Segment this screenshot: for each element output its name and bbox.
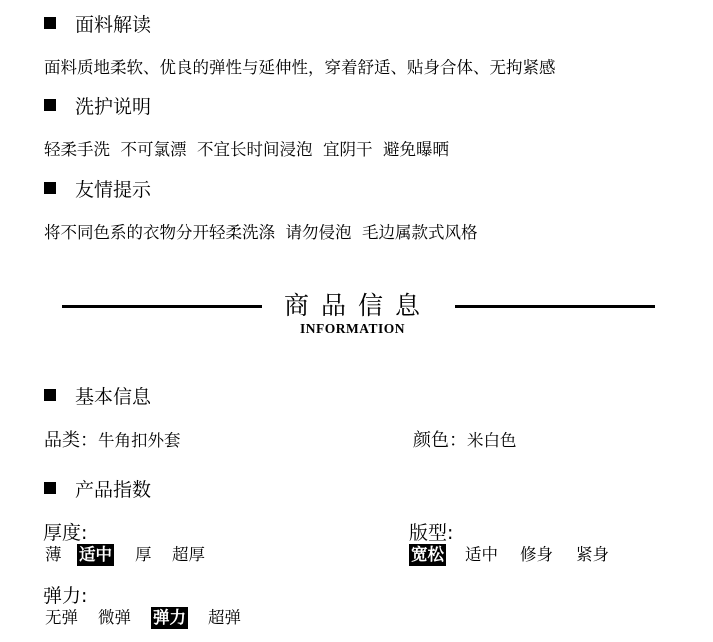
fabric-heading: 面料解读 [75,14,152,36]
thickness-option: 适中 [79,545,112,564]
product-title: 商品信息 [284,291,433,320]
wash-heading: 洗护说明 [75,96,152,118]
elasticity-option: 微弹 [98,608,131,627]
title-rule-left [62,305,262,308]
wash-text: 轻柔手洗 不可氯漂 不宜长时间浸泡 宜阴干 避免曝晒 [44,140,449,159]
fit-option: 宽松 [411,545,444,564]
title-rule-right [455,305,655,308]
elasticity-label: 弹力: [43,585,88,607]
thickness-option: 厚 [135,545,152,564]
fit-option: 修身 [520,545,553,564]
index-heading: 产品指数 [75,479,152,501]
fit-option: 适中 [465,545,498,564]
thickness-option: 薄 [45,545,62,564]
color-label: 颜色： [413,430,467,451]
elasticity-option: 无弹 [45,608,78,627]
bullet-square-icon [44,182,56,194]
product-subtitle: INFORMATION [300,321,405,336]
bullet-square-icon [44,17,56,29]
basic-heading: 基本信息 [75,386,152,408]
bullet-square-icon [44,99,56,111]
category-value: 牛角扣外套 [98,431,181,450]
category-row [44,426,181,452]
bullet-square-icon [44,482,56,494]
tips-text: 将不同色系的衣物分开轻柔洗涤 请勿侵泡 毛边属款式风格 [44,223,478,242]
color-row [413,426,517,452]
fabric-text: 面料质地柔软、优良的弹性与延伸性，穿着舒适、贴身合体、无拘紧感 [44,58,556,77]
color-value: 米白色 [467,431,517,450]
fit-option: 紧身 [576,545,609,564]
tips-heading: 友情提示 [75,179,152,201]
fit-label: 版型: [409,522,454,544]
bullet-square-icon [44,389,56,401]
elasticity-option: 弹力 [153,608,186,627]
elasticity-option: 超弹 [208,608,241,627]
category-label: 品类： [44,430,98,451]
thickness-label: 厚度: [43,522,88,544]
thickness-option: 超厚 [172,545,205,564]
